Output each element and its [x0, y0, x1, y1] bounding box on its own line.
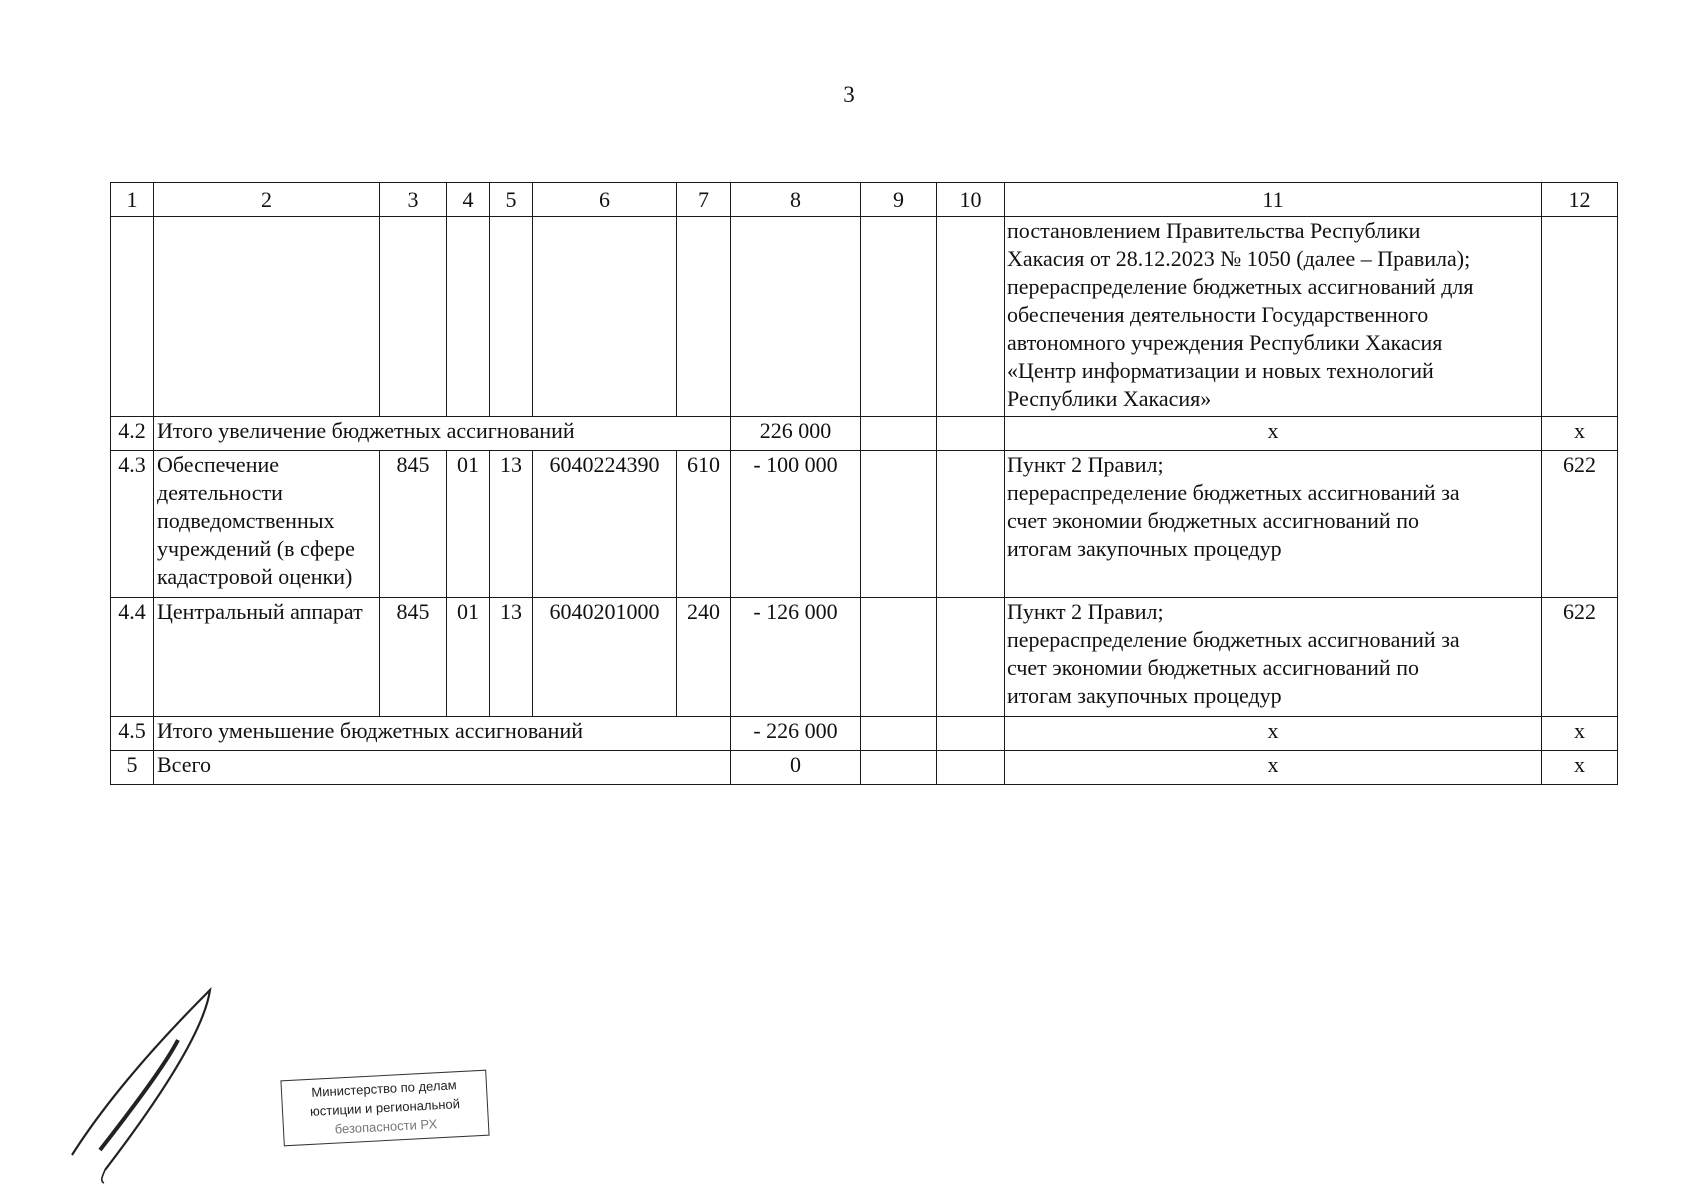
code-cell: x — [1542, 717, 1618, 751]
header-cell: 6 — [533, 183, 677, 217]
header-cell: 10 — [937, 183, 1005, 217]
stamp-line: безопасности РХ — [334, 1116, 438, 1137]
code-cell: 01 — [447, 598, 490, 717]
amount-cell: - 126 000 — [731, 598, 861, 717]
row-label: Итого уменьшение бюджетных ассигнований — [154, 717, 731, 751]
basis-cell: Пункт 2 Правил; перераспределение бюджетных ассигнований за счет экономии бюджетных ассигнований по итогам закупочных процедур — [1005, 598, 1542, 717]
table-row — [111, 598, 1618, 717]
code-cell: 622 — [1542, 451, 1618, 598]
table-row — [111, 451, 1618, 598]
code-cell: 6040224390 — [533, 451, 677, 598]
header-cell: 8 — [731, 183, 861, 217]
header-cell: 5 — [490, 183, 533, 217]
code-cell: 01 — [447, 451, 490, 598]
stamp-line: Министерство по делам — [310, 1077, 457, 1100]
page-number: 3 — [843, 82, 855, 107]
basis-cell: постановлением Правительства Республики Хакасия от 28.12.2023 № 1050 (далее – Правила); перераспределение бюджетных ассигнований для обеспечения деятельности Государственного автономного учреждения Республики Хакасия «Центр информатизации и новых технологий Республики Хакасия» — [1005, 217, 1542, 417]
row-label: Всего — [154, 751, 731, 785]
table-row-total-decrease — [111, 717, 1618, 751]
amount-cell: - 100 000 — [731, 451, 861, 598]
item-name: Центральный аппарат — [154, 598, 380, 717]
code-cell: 845 — [380, 451, 447, 598]
budget-table — [110, 182, 1618, 785]
table-header-row — [111, 183, 1618, 217]
code-cell: 622 — [1542, 598, 1618, 717]
table-row-grand-total — [111, 751, 1618, 785]
header-cell: 9 — [861, 183, 937, 217]
signature — [60, 985, 230, 1185]
row-label: Итого увеличение бюджетных ассигнований — [154, 417, 731, 451]
code-cell: 610 — [677, 451, 731, 598]
code-cell: x — [1542, 751, 1618, 785]
code-cell: 13 — [490, 598, 533, 717]
code-cell: 845 — [380, 598, 447, 717]
row-number: 4.4 — [111, 598, 154, 717]
row-number: 4.3 — [111, 451, 154, 598]
row-number: 5 — [111, 751, 154, 785]
row-number: 4.2 — [111, 417, 154, 451]
amount-cell: 0 — [731, 751, 861, 785]
header-cell: 11 — [1005, 183, 1542, 217]
basis-cell: x — [1005, 717, 1542, 751]
code-cell: 13 — [490, 451, 533, 598]
header-cell: 3 — [380, 183, 447, 217]
header-cell: 12 — [1542, 183, 1618, 217]
header-cell: 2 — [154, 183, 380, 217]
amount-cell: - 226 000 — [731, 717, 861, 751]
ministry-stamp — [280, 1070, 489, 1147]
code-cell: 6040201000 — [533, 598, 677, 717]
row-number: 4.5 — [111, 717, 154, 751]
code-cell: 240 — [677, 598, 731, 717]
header-cell: 4 — [447, 183, 490, 217]
table-row-continuation — [111, 217, 1618, 417]
table-row-total-increase — [111, 417, 1618, 451]
amount-cell: 226 000 — [731, 417, 861, 451]
basis-cell: x — [1005, 417, 1542, 451]
code-cell: x — [1542, 417, 1618, 451]
basis-cell: x — [1005, 751, 1542, 785]
stamp-line: юстиции и региональной — [309, 1096, 461, 1119]
header-cell: 7 — [677, 183, 731, 217]
item-name: Обеспечение деятельности подведомственных учреждений (в сфере кадастровой оценки) — [154, 451, 380, 598]
header-cell: 1 — [111, 183, 154, 217]
basis-cell: Пункт 2 Правил; перераспределение бюджетных ассигнований за счет экономии бюджетных ассигнований по итогам закупочных процедур — [1005, 451, 1542, 598]
